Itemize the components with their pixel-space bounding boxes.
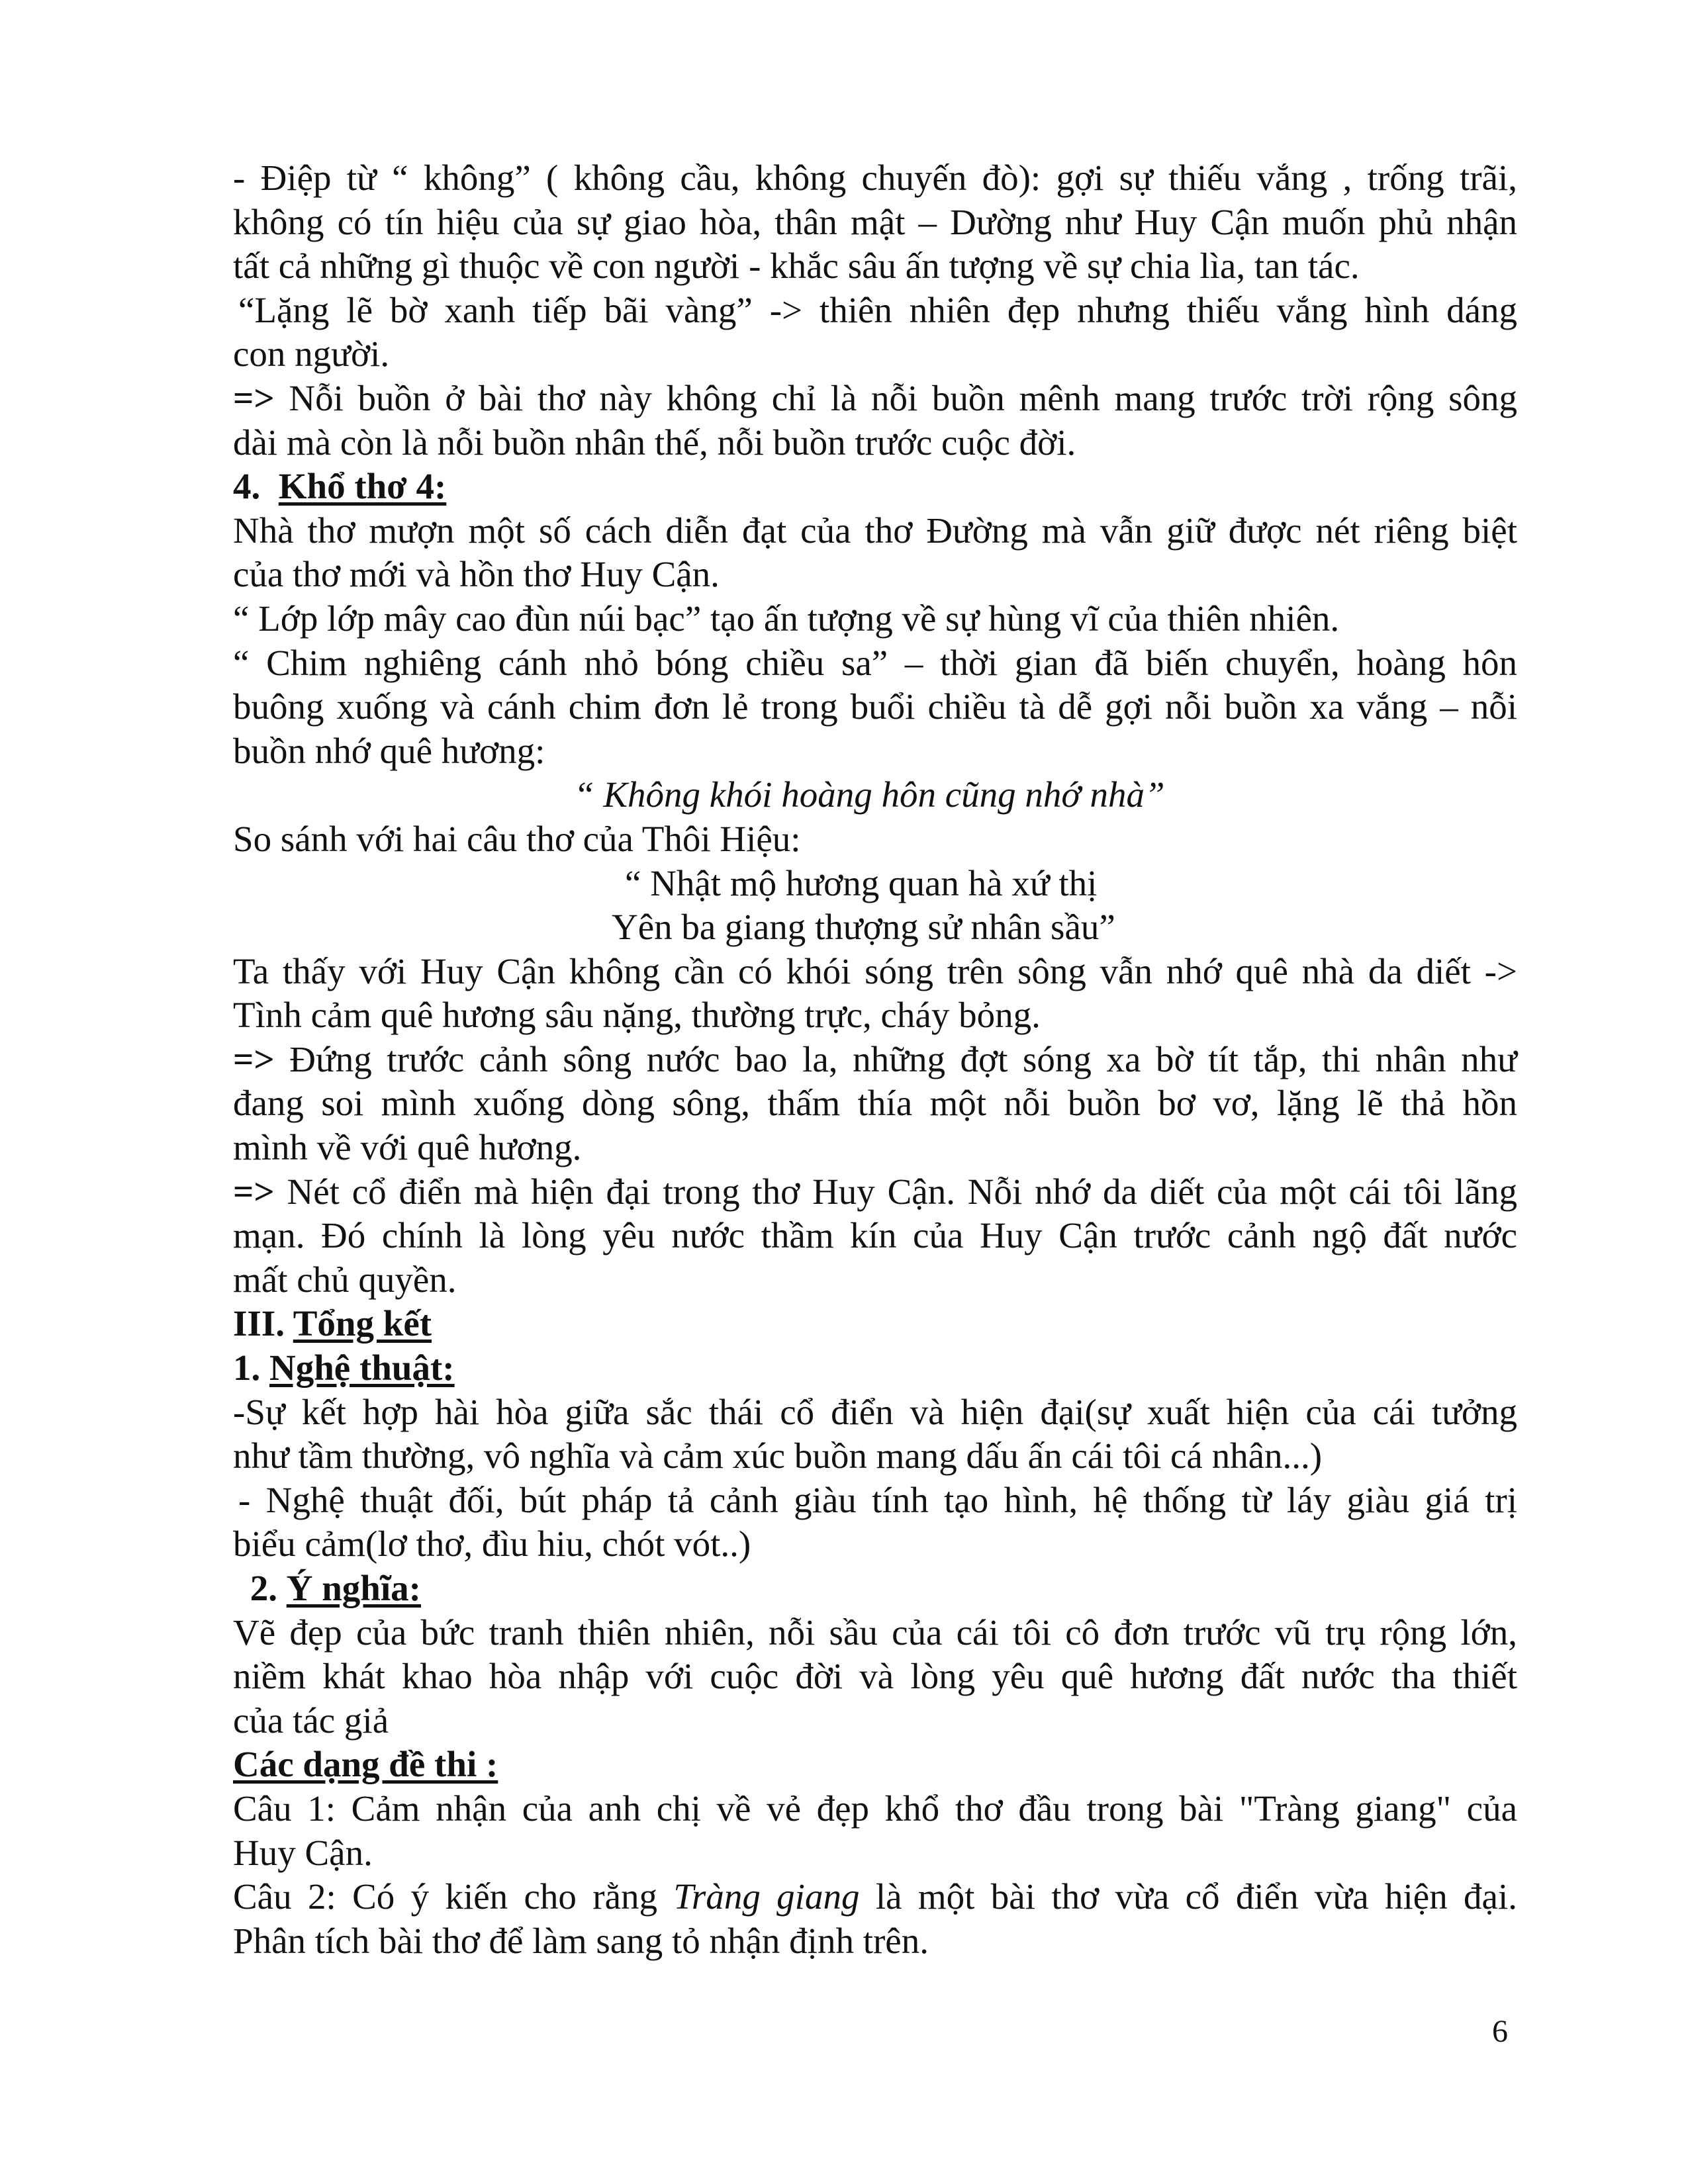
text-line: dài mà còn là nỗi buồn nhân thế, nỗi buồn trước cuộc đời.	[233, 422, 1076, 463]
text-fragment: Nỗi buồn ở bài thơ này không chỉ là nỗi buồn mênh mang trước trời rộng sông	[274, 377, 1517, 418]
text-line: buồn nhớ quê hương:	[233, 730, 545, 771]
text-line: như tầm thường, vô nghĩa và cảm xúc buồn mang dấu ấn cái tôi cá nhân...)	[233, 1435, 1323, 1477]
text-line	[233, 1170, 1517, 1214]
text-fragment: Nét cổ điển mà hiện đại trong thơ Huy Cận. Nỗi nhớ da diết của một cái tôi lãng	[274, 1171, 1517, 1212]
text-line: tất cả những gì thuộc về con người - khắc sâu ấn tượng về sự chia lìa, tan tác.	[233, 246, 1360, 287]
text-line: mạn. Đó chính là lòng yêu nước thầm kín của Huy Cận trước cảnh ngộ đất nước	[233, 1215, 1517, 1256]
text-line: Vẽ đẹp của bức tranh thiên nhiên, nỗi sầu của cái tôi cô đơn trước vũ trụ rộng lớn,	[233, 1612, 1517, 1653]
text-line: Phân tích bài thơ để làm sang tỏ nhận định trên.	[233, 1920, 929, 1961]
arrow-marker: =>	[233, 1038, 275, 1079]
text-line: - Nghệ thuật đối, bút pháp tả cảnh giàu tính tạo hình, hệ thống từ láy giàu giá trị	[238, 1479, 1517, 1520]
text-line	[233, 377, 1517, 421]
verse-line: “ Nhật mộ hương quan hà xứ thị	[625, 862, 1098, 903]
text-line	[233, 1875, 1517, 1919]
section-title: Khổ thơ 4:	[278, 466, 447, 507]
subsection-heading-art	[233, 1346, 1517, 1390]
text-line: mất chủ quyền.	[233, 1259, 457, 1300]
text-line: “ Lớp lớp mây cao đùn núi bạc” tạo ấn tượng về sự hùng vĩ của thiên nhiên.	[233, 598, 1340, 639]
subsection-number: 2.	[250, 1568, 277, 1608]
text-fragment: Câu 2: Có ý kiến cho rằng	[233, 1876, 674, 1917]
text-line: niềm khát khao hòa nhập với cuộc đời và lòng yêu quê hương đất nước tha thiết	[233, 1656, 1517, 1697]
text-fragment: Đứng trước cảnh sông nước bao la, những đợt sóng xa bờ tít tắp, thi nhân như	[274, 1038, 1517, 1079]
text-line: Nhà thơ mượn một số cách diễn đạt của thơ Đường mà vẫn giữ được nét riêng biệt	[233, 510, 1517, 551]
text-fragment: là một bài thơ vừa cổ điển vừa hiện đại.	[859, 1876, 1517, 1917]
text-line: -Sự kết hợp hài hòa giữa sắc thái cổ điển và hiện đại(sự xuất hiện của cái tưởng	[233, 1391, 1517, 1432]
text-line: biểu cảm(lơ thơ, đìu hiu, chót vót..)	[233, 1524, 751, 1565]
text-line: mình về với quê hương.	[233, 1127, 582, 1168]
text-line: đang soi mình xuống dòng sông, thấm thía một nỗi buồn bơ vơ, lặng lẽ thả hồn	[233, 1083, 1517, 1124]
text-line: Câu 1: Cảm nhận của anh chị về vẻ đẹp khổ thơ đầu trong bài "Tràng giang" của	[233, 1788, 1517, 1829]
text-line: Tình cảm quê hương sâu nặng, thường trực, cháy bỏng.	[233, 995, 1041, 1036]
text-line: của thơ mới và hồn thơ Huy Cận.	[233, 554, 720, 595]
subsection-number: 1.	[233, 1347, 261, 1388]
section-number: III.	[233, 1303, 285, 1344]
exam-heading: Các dạng đề thi :	[233, 1744, 498, 1785]
section-title: Tổng kết	[293, 1303, 432, 1344]
section-heading-4	[233, 465, 1517, 509]
text-line	[233, 1038, 1517, 1082]
verse-quote: “ Không khói hoàng hôn cũng nhớ nhà”	[574, 774, 1165, 815]
text-line: buông xuống và cánh chim đơn lẻ trong buổi chiều tà dễ gợi nỗi buồn xa vắng – nỗi	[233, 686, 1517, 727]
text-line: “ Chim nghiêng cánh nhỏ bóng chiều sa” – thời gian đã biến chuyển, hoàng hôn	[233, 642, 1517, 683]
text-line: So sánh với hai câu thơ của Thôi Hiệu:	[233, 818, 801, 859]
subsection-title: Nghệ thuật:	[269, 1347, 455, 1388]
page-number: 6	[1492, 2014, 1508, 2049]
text-line: con người.	[233, 334, 390, 375]
text-line: Ta thấy với Huy Cận không cần có khói sóng trên sông vẫn nhớ quê nhà da diết ->	[233, 950, 1517, 991]
text-line: Huy Cận.	[233, 1832, 373, 1873]
text-line: của tác giả	[233, 1700, 389, 1741]
poem-title: Tràng giang	[673, 1876, 860, 1917]
document-body	[233, 156, 1517, 1963]
subsection-title: Ý nghĩa:	[286, 1568, 421, 1608]
section-heading-3	[233, 1302, 1517, 1346]
text-line: “Lặng lẽ bờ xanh tiếp bãi vàng” -> thiên nhiên đẹp nhưng thiếu vắng hình dáng	[238, 289, 1517, 330]
text-line: - Điệp từ “ không” ( không cầu, không chuyến đò): gợi sự thiếu vắng , trống trãi,	[233, 158, 1517, 198]
text-line: không có tín hiệu của sự giao hòa, thân mật – Dường như Huy Cận muốn phủ nhận	[233, 201, 1517, 242]
arrow-marker: =>	[233, 1171, 275, 1212]
section-number: 4.	[233, 466, 261, 507]
verse-line: Yên ba giang thượng sử nhân sầu”	[612, 907, 1115, 948]
arrow-marker: =>	[233, 377, 275, 418]
subsection-heading-meaning	[233, 1567, 1517, 1611]
